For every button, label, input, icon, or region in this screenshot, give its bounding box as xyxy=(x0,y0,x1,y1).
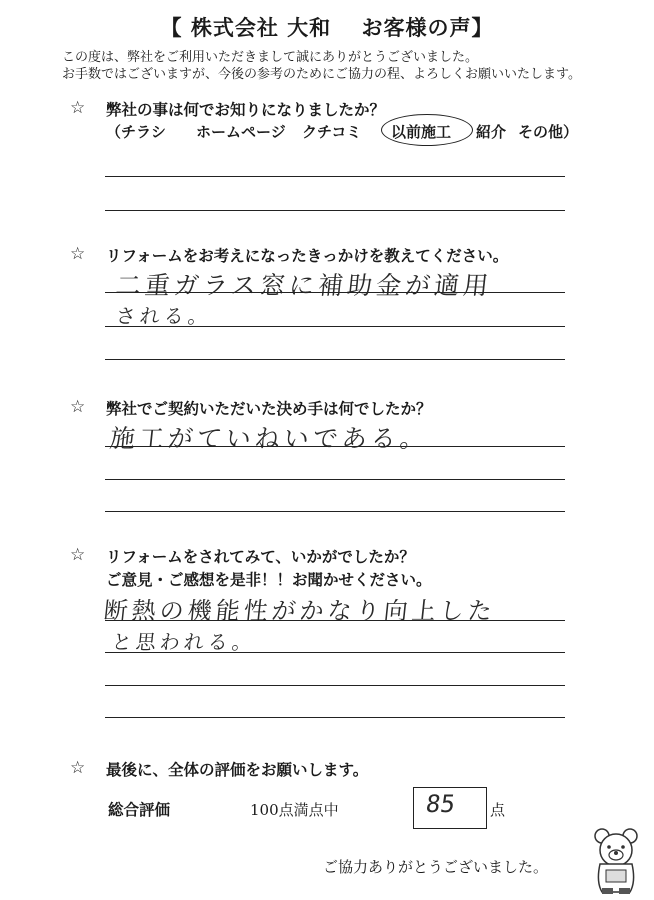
answer-line xyxy=(105,685,565,686)
answer-line xyxy=(105,652,565,653)
star-icon: ☆ xyxy=(70,758,86,778)
answer-line xyxy=(105,292,565,293)
question-1: 弊社の事は何でお知りになりましたか？ xyxy=(106,101,386,119)
q4-answer-line-2: と思われる。 xyxy=(110,630,258,654)
score-value: 85 xyxy=(424,790,457,818)
score-unit: 点 xyxy=(490,801,506,819)
q4-answer-line-1: 断熱の機能性がかなり向上した xyxy=(102,597,498,625)
answer-line xyxy=(105,479,565,480)
star-icon: ☆ xyxy=(70,397,86,417)
answer-line xyxy=(105,210,565,211)
star-icon: ☆ xyxy=(70,98,86,118)
bear-mascot-icon xyxy=(586,824,646,896)
answer-line xyxy=(105,511,565,512)
q2-answer-line-2: される。 xyxy=(114,304,214,328)
option-previous-work: 以前施工 xyxy=(391,123,452,141)
option-referral: 紹介 xyxy=(476,123,507,141)
star-icon: ☆ xyxy=(70,244,86,264)
page-title: 【 株式会社 大和 お客様の声】 xyxy=(160,16,494,40)
q2-answer-line-1: 二重ガラス窓に補助金が適用 xyxy=(114,271,494,300)
option-word-of-mouth: クチコミ xyxy=(302,123,362,141)
option-other: その他） xyxy=(518,123,579,141)
answer-line xyxy=(105,446,565,447)
question-5: 最後に、全体の評価をお願いします。 xyxy=(106,761,369,779)
answer-line xyxy=(105,620,565,621)
option-flyer: （チラシ xyxy=(106,123,167,141)
answer-line xyxy=(105,326,565,327)
answer-line xyxy=(105,359,565,360)
answer-line xyxy=(105,717,565,718)
selected-option-circle xyxy=(381,114,473,146)
score-label: 総合評価 xyxy=(108,801,171,819)
option-homepage: ホームページ xyxy=(196,123,286,141)
question-4-line-2: ご意見・ご感想を是非！！お聞かせください。 xyxy=(106,571,432,589)
intro-line-1: この度は、弊社をご利用いただきまして誠にありがとうございました。 xyxy=(62,50,479,65)
star-icon: ☆ xyxy=(70,545,86,565)
closing-message: ご協力ありがとうございました。 xyxy=(323,858,549,876)
scale-label: 100点満点中 xyxy=(250,801,339,819)
intro-line-2: お手数ではございますが、今後の参考のためにご協力の程、よろしくお願いいたします。 xyxy=(62,67,581,82)
question-3: 弊社でご契約いただいた決め手は何でしたか？ xyxy=(106,400,432,418)
q3-answer-line-1: 施工がていねいである。 xyxy=(108,424,431,453)
answer-line xyxy=(105,176,565,177)
question-2: リフォームをお考えになったきっかけを教えてください。 xyxy=(106,247,509,265)
question-4-line-1: リフォームをされてみて、いかがでしたか？ xyxy=(106,548,415,566)
